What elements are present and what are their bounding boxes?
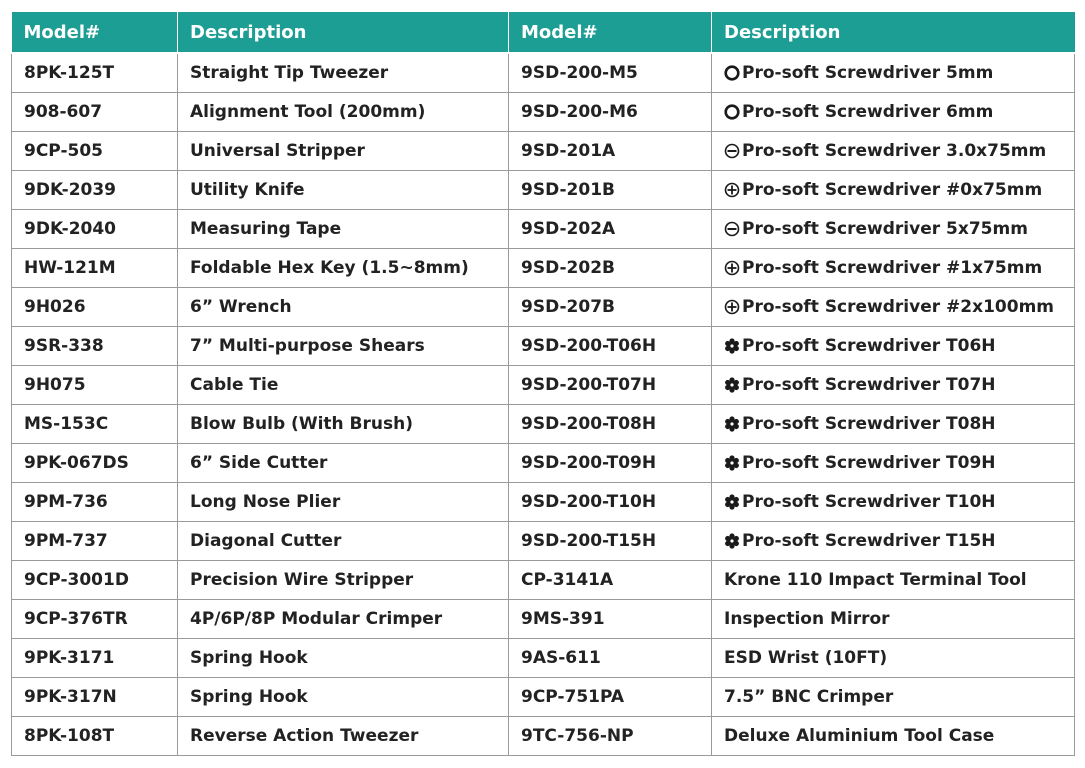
model-cell-2-text: 9SD-202B xyxy=(521,258,615,278)
table-row xyxy=(12,93,1075,132)
model-cell-2 xyxy=(509,327,712,366)
model-cell-1 xyxy=(12,717,178,756)
model-cell-2-text: 9SD-200-T15H xyxy=(521,531,657,551)
description-cell-2 xyxy=(712,639,1075,678)
model-cell-1-text: 9PK-317N xyxy=(24,687,117,707)
description-cell-1-text: Foldable Hex Key (1.5~8mm) xyxy=(190,258,469,278)
model-cell-2 xyxy=(509,483,712,522)
table-row xyxy=(12,444,1075,483)
table-row xyxy=(12,639,1075,678)
description-cell-2 xyxy=(712,249,1075,288)
table-row xyxy=(12,678,1075,717)
table-header xyxy=(12,12,1075,53)
description-cell-2-text: Pro-soft Screwdriver #1x75mm xyxy=(742,258,1043,278)
description-cell-1-text: Diagonal Cutter xyxy=(190,531,342,551)
description-cell-2-text: Pro-soft Screwdriver #0x75mm xyxy=(742,180,1043,200)
description-cell-1-text: 4P/6P/8P Modular Crimper xyxy=(190,609,443,629)
table-row xyxy=(12,53,1075,93)
description-cell-1 xyxy=(178,405,509,444)
phillips-tip-icon xyxy=(724,182,740,198)
model-cell-1-text: 9CP-376TR xyxy=(24,609,128,629)
description-cell-1-text: Spring Hook xyxy=(190,648,308,668)
model-cell-2-text: 9CP-751PA xyxy=(521,687,625,707)
model-cell-1 xyxy=(12,678,178,717)
table-row xyxy=(12,600,1075,639)
model-cell-2-text: 9SD-200-M6 xyxy=(521,102,638,122)
model-cell-2-text: 9SD-200-T07H xyxy=(521,375,657,395)
description-cell-1-text: Straight Tip Tweezer xyxy=(190,63,389,83)
description-cell-2-text: Krone 110 Impact Terminal Tool xyxy=(724,570,1027,590)
phillips-tip-icon xyxy=(724,260,740,276)
model-cell-2-text: 9MS-391 xyxy=(521,609,605,629)
model-cell-1-text: 8PK-108T xyxy=(24,726,115,746)
description-cell-1 xyxy=(178,444,509,483)
model-cell-1 xyxy=(12,171,178,210)
torx-security-tip-icon xyxy=(724,494,740,510)
description-cell-1 xyxy=(178,327,509,366)
description-cell-2 xyxy=(712,522,1075,561)
model-cell-1-text: 9DK-2040 xyxy=(24,219,117,239)
model-cell-2-text: 9SD-200-T06H xyxy=(521,336,657,356)
description-cell-1 xyxy=(178,288,509,327)
model-cell-2 xyxy=(509,639,712,678)
description-cell-2 xyxy=(712,561,1075,600)
description-cell-2-text: Pro-soft Screwdriver T10H xyxy=(742,492,996,512)
table-row xyxy=(12,132,1075,171)
model-cell-1 xyxy=(12,132,178,171)
table-row xyxy=(12,561,1075,600)
phillips-tip-icon xyxy=(724,299,740,315)
description-cell-2 xyxy=(712,327,1075,366)
description-cell-2-text: Inspection Mirror xyxy=(724,609,890,629)
model-cell-2 xyxy=(509,366,712,405)
model-cell-1-text: 9PM-736 xyxy=(24,492,108,512)
torx-security-tip-icon xyxy=(724,338,740,354)
description-cell-1 xyxy=(178,249,509,288)
description-cell-2-text: Deluxe Aluminium Tool Case xyxy=(724,726,995,746)
model-cell-1-text: 8PK-125T xyxy=(24,63,115,83)
description-cell-1 xyxy=(178,600,509,639)
table-row xyxy=(12,405,1075,444)
model-cell-2 xyxy=(509,561,712,600)
table-row xyxy=(12,249,1075,288)
model-cell-1-text: 9PM-737 xyxy=(24,531,108,551)
description-cell-1 xyxy=(178,53,509,93)
model-cell-2 xyxy=(509,171,712,210)
description-cell-2 xyxy=(712,483,1075,522)
model-cell-2-text: 9AS-611 xyxy=(521,648,601,668)
model-cell-1 xyxy=(12,53,178,93)
description-cell-1 xyxy=(178,522,509,561)
table-row xyxy=(12,366,1075,405)
model-cell-1 xyxy=(12,639,178,678)
table-row xyxy=(12,522,1075,561)
table-row xyxy=(12,171,1075,210)
description-cell-1-text: 6” Side Cutter xyxy=(190,453,328,473)
model-cell-2 xyxy=(509,53,712,93)
model-cell-1-text: 9H075 xyxy=(24,375,86,395)
description-cell-2 xyxy=(712,132,1075,171)
description-cell-1-text: Blow Bulb (With Brush) xyxy=(190,414,413,434)
model-cell-1-text: 9SR-338 xyxy=(24,336,104,356)
model-cell-2 xyxy=(509,717,712,756)
model-cell-1 xyxy=(12,210,178,249)
description-cell-1-text: Long Nose Plier xyxy=(190,492,341,512)
model-cell-2-text: 9SD-200-M5 xyxy=(521,63,638,83)
description-cell-2-text: Pro-soft Screwdriver T07H xyxy=(742,375,996,395)
description-cell-2-text: Pro-soft Screwdriver 5mm xyxy=(742,63,994,83)
model-cell-2-text: 9SD-200-T08H xyxy=(521,414,657,434)
model-cell-1-text: HW-121M xyxy=(24,258,116,278)
header-row xyxy=(12,12,1075,53)
description-cell-2 xyxy=(712,366,1075,405)
description-cell-1-text: Universal Stripper xyxy=(190,141,365,161)
table-row xyxy=(12,210,1075,249)
description-cell-1 xyxy=(178,639,509,678)
description-cell-2-text: Pro-soft Screwdriver T06H xyxy=(742,336,996,356)
model-cell-2 xyxy=(509,444,712,483)
table-row xyxy=(12,717,1075,756)
model-cell-1-text: 9DK-2039 xyxy=(24,180,117,200)
description-cell-1-text: Precision Wire Stripper xyxy=(190,570,414,590)
header-description-1: Description xyxy=(178,12,509,53)
description-cell-1-text: Alignment Tool (200mm) xyxy=(190,102,426,122)
model-cell-2-text: 9SD-200-T10H xyxy=(521,492,657,512)
torx-security-tip-icon xyxy=(724,533,740,549)
model-cell-1 xyxy=(12,249,178,288)
model-cell-1-text: MS-153C xyxy=(24,414,109,434)
model-cell-2 xyxy=(509,132,712,171)
description-cell-1 xyxy=(178,483,509,522)
description-cell-2 xyxy=(712,600,1075,639)
description-cell-2-text: 7.5” BNC Crimper xyxy=(724,687,894,707)
description-cell-1 xyxy=(178,171,509,210)
description-cell-1 xyxy=(178,366,509,405)
model-cell-2 xyxy=(509,249,712,288)
table-row xyxy=(12,327,1075,366)
description-cell-2-text: Pro-soft Screwdriver 5x75mm xyxy=(742,219,1028,239)
model-cell-1 xyxy=(12,288,178,327)
description-cell-2-text: Pro-soft Screwdriver T08H xyxy=(742,414,996,434)
description-cell-2-text: Pro-soft Screwdriver 6mm xyxy=(742,102,994,122)
header-description-2: Description xyxy=(712,12,1075,53)
model-cell-1 xyxy=(12,93,178,132)
hex-socket-icon xyxy=(724,104,740,120)
model-cell-1 xyxy=(12,561,178,600)
torx-security-tip-icon xyxy=(724,455,740,471)
model-cell-2-text: 9SD-202A xyxy=(521,219,616,239)
slotted-tip-icon xyxy=(724,221,740,237)
model-cell-1 xyxy=(12,483,178,522)
description-cell-2-text: Pro-soft Screwdriver T15H xyxy=(742,531,996,551)
model-cell-1-text: 9H026 xyxy=(24,297,86,317)
description-cell-1 xyxy=(178,717,509,756)
header-model-2: Model# xyxy=(509,12,712,53)
description-cell-1-text: Spring Hook xyxy=(190,687,308,707)
model-cell-1-text: 9CP-3001D xyxy=(24,570,129,590)
description-cell-2 xyxy=(712,717,1075,756)
model-cell-2-text: 9SD-201B xyxy=(521,180,615,200)
model-cell-2-text: 9SD-207B xyxy=(521,297,615,317)
model-cell-1 xyxy=(12,405,178,444)
description-cell-2-text: Pro-soft Screwdriver T09H xyxy=(742,453,996,473)
model-cell-1-text: 908-607 xyxy=(24,102,103,122)
description-cell-2 xyxy=(712,288,1075,327)
model-cell-2 xyxy=(509,678,712,717)
description-cell-2 xyxy=(712,93,1075,132)
description-cell-2 xyxy=(712,444,1075,483)
header-model-1: Model# xyxy=(12,12,178,53)
model-cell-2-text: 9SD-201A xyxy=(521,141,616,161)
model-cell-2-text: CP-3141A xyxy=(521,570,614,590)
torx-security-tip-icon xyxy=(724,377,740,393)
description-cell-1-text: Reverse Action Tweezer xyxy=(190,726,419,746)
model-cell-1-text: 9PK-067DS xyxy=(24,453,129,473)
table-body xyxy=(12,53,1075,756)
parts-table xyxy=(11,12,1075,756)
description-cell-2 xyxy=(712,210,1075,249)
table-row xyxy=(12,288,1075,327)
description-cell-1-text: Utility Knife xyxy=(190,180,305,200)
model-cell-1-text: 9CP-505 xyxy=(24,141,104,161)
description-cell-1 xyxy=(178,678,509,717)
model-cell-1 xyxy=(12,600,178,639)
model-cell-2 xyxy=(509,93,712,132)
hex-socket-icon xyxy=(724,65,740,81)
model-cell-2 xyxy=(509,405,712,444)
model-cell-2 xyxy=(509,210,712,249)
model-cell-1 xyxy=(12,366,178,405)
description-cell-1-text: Cable Tie xyxy=(190,375,279,395)
model-cell-2 xyxy=(509,600,712,639)
description-cell-2-text: ESD Wrist (10FT) xyxy=(724,648,888,668)
model-cell-1-text: 9PK-3171 xyxy=(24,648,115,668)
table-row xyxy=(12,483,1075,522)
torx-security-tip-icon xyxy=(724,416,740,432)
model-cell-2 xyxy=(509,522,712,561)
model-cell-1 xyxy=(12,327,178,366)
description-cell-2 xyxy=(712,678,1075,717)
description-cell-2-text: Pro-soft Screwdriver #2x100mm xyxy=(742,297,1055,317)
description-cell-2 xyxy=(712,53,1075,93)
description-cell-1-text: 6” Wrench xyxy=(190,297,292,317)
model-cell-2-text: 9SD-200-T09H xyxy=(521,453,657,473)
slotted-tip-icon xyxy=(724,143,740,159)
description-cell-2-text: Pro-soft Screwdriver 3.0x75mm xyxy=(742,141,1047,161)
description-cell-1-text: 7” Multi-purpose Shears xyxy=(190,336,425,356)
model-cell-1 xyxy=(12,522,178,561)
description-cell-1 xyxy=(178,93,509,132)
model-cell-1 xyxy=(12,444,178,483)
model-cell-2-text: 9TC-756-NP xyxy=(521,726,634,746)
model-cell-2 xyxy=(509,288,712,327)
description-cell-1-text: Measuring Tape xyxy=(190,219,342,239)
description-cell-1 xyxy=(178,210,509,249)
description-cell-1 xyxy=(178,132,509,171)
description-cell-2 xyxy=(712,171,1075,210)
description-cell-1 xyxy=(178,561,509,600)
description-cell-2 xyxy=(712,405,1075,444)
